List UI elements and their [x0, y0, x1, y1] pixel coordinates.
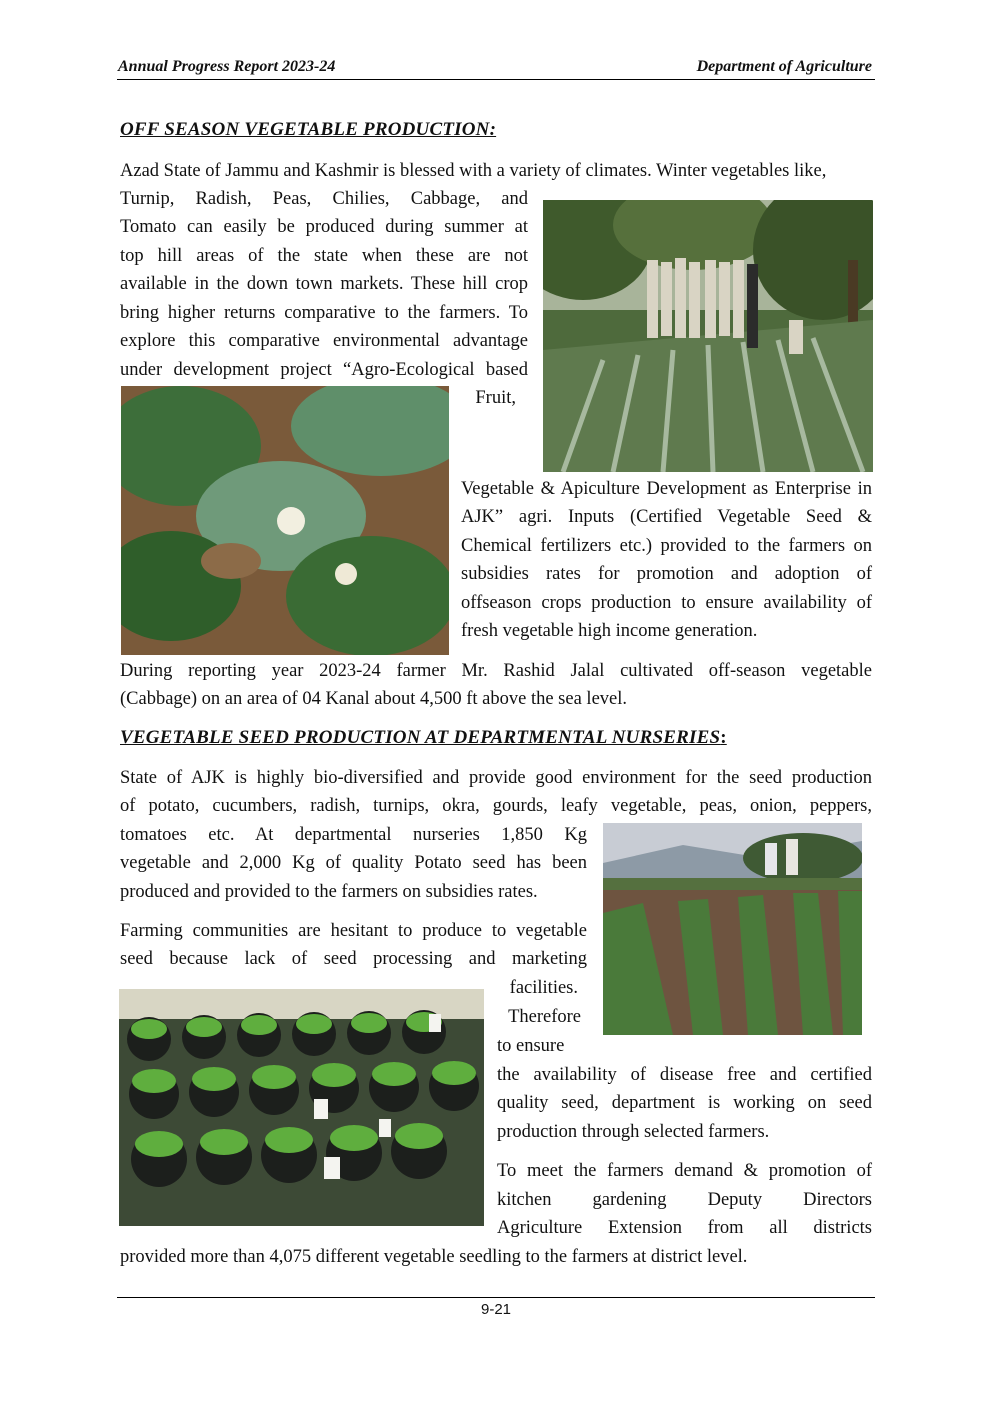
- paragraph-line: Agriculture Extension from all districts: [497, 1218, 872, 1238]
- header-report-title: Annual Progress Report 2023-24: [118, 58, 336, 75]
- paragraph-line: tomatoes etc. At departmental nurseries 1,850 Kg: [120, 825, 587, 845]
- cabbage-field-farmers-photo: [543, 200, 873, 472]
- paragraph-line: offseason crops production to ensure availability of: [461, 593, 872, 613]
- paragraph-line: Fruit,: [475, 388, 516, 408]
- section-heading-seed-production: [120, 727, 727, 749]
- paragraph-line: quality seed, department is working on seed: [497, 1093, 872, 1113]
- paragraph-line: produced and provided to the farmers on subsidies rates.: [120, 882, 538, 902]
- paragraph-line: AJK” agri. Inputs (Certified Vegetable Seed &: [461, 507, 872, 527]
- paragraph-line: provided more than 4,075 different vegetable seedling to the farmers at district level.: [120, 1247, 748, 1267]
- paragraph-line: During reporting year 2023-24 farmer Mr. Rashid Jalal cultivated off-season vegetable: [120, 661, 872, 681]
- footer-divider: [117, 1297, 875, 1298]
- paragraph-line: Farming communities are hesitant to produce to vegetable: [120, 921, 587, 941]
- paragraph-line: to ensure: [497, 1036, 565, 1056]
- header-department: Department of Agriculture: [696, 58, 872, 75]
- heading-colon: :: [720, 727, 727, 748]
- paragraph-line: bring higher returns comparative to the farmers. To: [120, 303, 528, 323]
- paragraph-line: State of AJK is highly bio-diversified and provide good environment for the seed production: [120, 768, 872, 788]
- paragraph-line: fresh vegetable high income generation.: [461, 621, 758, 641]
- paragraph-line: subsidies rates for promotion and adoption of: [461, 564, 872, 584]
- pepper-seedlings-photo: [119, 989, 484, 1226]
- paragraph-line: vegetable and 2,000 Kg of quality Potato seed has been: [120, 853, 587, 873]
- paragraph-line: under development project “Agro-Ecological based: [120, 360, 528, 380]
- paragraph-line: (Cabbage) on an area of 04 Kanal about 4,500 ft above the sea level.: [120, 689, 628, 709]
- paragraph-line: Therefore: [508, 1007, 581, 1027]
- paragraph-line: Azad State of Jammu and Kashmir is blessed with a variety of climates. Winter vegetables like,: [120, 161, 827, 181]
- paragraph-line: Tomato can easily be produced during summer at: [120, 217, 528, 237]
- paragraph-line: Turnip, Radish, Peas, Chilies, Cabbage, and: [120, 189, 528, 209]
- heading-text: VEGETABLE SEED PRODUCTION AT DEPARTMENTAL NURSERIES: [120, 727, 721, 748]
- paragraph-line: Chemical fertilizers etc.) provided to the farmers on: [461, 536, 872, 556]
- potato-field-photo: [603, 823, 862, 1035]
- paragraph-line: of potato, cucumbers, radish, turnips, okra, gourds, leafy vegetable, peas, onion, peppers,: [120, 796, 872, 816]
- paragraph-line: Vegetable & Apiculture Development as Enterprise in: [461, 479, 872, 499]
- paragraph-line: available in the down town markets. These hill crop: [120, 274, 528, 294]
- page-number: 9-21: [480, 1301, 512, 1318]
- paragraph-line: To meet the farmers demand & promotion of: [497, 1161, 872, 1181]
- header-divider: [117, 79, 875, 80]
- paragraph-line: production through selected farmers.: [497, 1122, 770, 1142]
- paragraph-line: the availability of disease free and certified: [497, 1065, 872, 1085]
- paragraph-line: seed because lack of seed processing and marketing: [120, 949, 587, 969]
- paragraph-line: kitchen gardening Deputy Directors: [497, 1190, 872, 1210]
- paragraph-line: explore this comparative environmental advantage: [120, 331, 528, 351]
- paragraph-line: top hill areas of the state when these are not: [120, 246, 528, 266]
- section-heading-off-season: OFF SEASON VEGETABLE PRODUCTION:: [120, 119, 497, 140]
- cauliflower-plants-photo: [121, 386, 449, 655]
- paragraph-line: facilities.: [509, 978, 578, 998]
